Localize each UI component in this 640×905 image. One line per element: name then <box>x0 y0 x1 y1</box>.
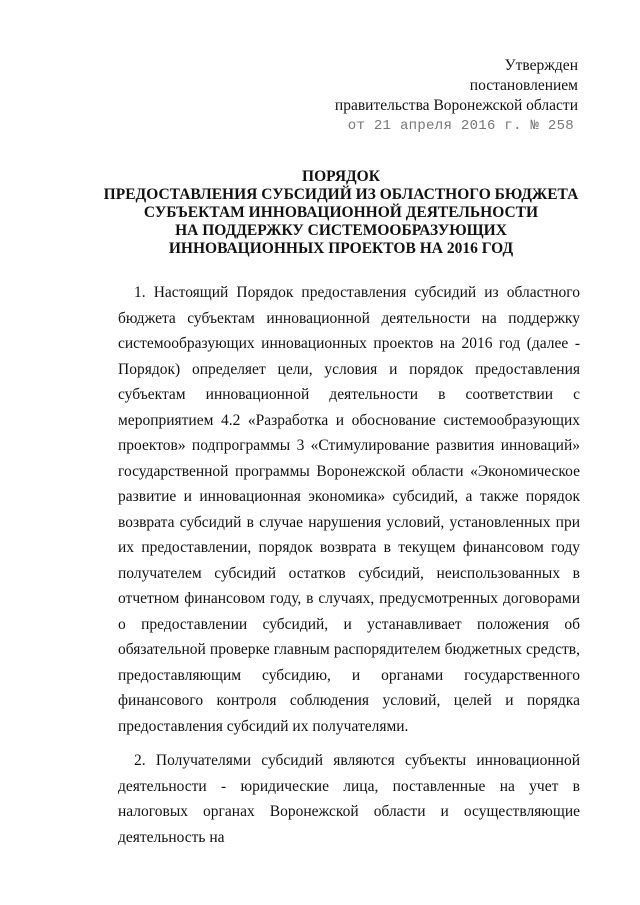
title-line: ИННОВАЦИОННЫХ ПРОЕКТОВ НА 2016 ГОД <box>168 240 514 257</box>
paragraph-2: 2. Получателями субсидий являются субъекты инновационной деятельности - юридические лица, поставленные на учет в налоговых органах Воронежской области и осуществляющие деятельность на <box>118 752 580 846</box>
approval-line-government: правительства Воронежской области <box>334 97 578 114</box>
approval-line-resolution: постановлением <box>469 77 578 94</box>
title-line: ПОРЯДОК <box>302 168 380 185</box>
title-line: ПРЕДОСТАВЛЕНИЯ СУБСИДИЙ ИЗ ОБЛАСТНОГО БЮДЖЕТА <box>103 186 579 203</box>
approval-block <box>335 56 578 136</box>
document-title <box>100 168 582 258</box>
document-body <box>118 280 580 859</box>
title-line: НА ПОДДЕРЖКУ СИСТЕМООБРАЗУЮЩИХ <box>175 222 507 239</box>
title-line: СУБЪЕКТАМ ИННОВАЦИОННОЙ ДЕЯТЕЛЬНОСТИ <box>143 204 539 221</box>
paragraph-1: 1. Настоящий Порядок предоставления субсидий из областного бюджета субъектам инновационной деятельности на поддержку системообразующих инновационных проектов на 2016 год (далее - Порядок) определяет цели, условия и порядок предоставления субъектам инновационной деятельности в соответствии с мероприятием 4.2 «Разработка и обоснование системообразующих проектов» подпрограммы 3 «Стимулирование развития инноваций» государственной программы Воронежской области «Экономическое развитие и инновационная экономика» субсидий, а также порядок возврата субсидий в случае нарушения условий, установленных при их предоставлении, порядок возврата в текущем финансовом году получателем субсидий остатков субсидий, неиспользованных в отчетном финансовом году, в случаях, предусмотренных договорами о предоставлении субсидий, и устанавливает положения об обязательной проверке главным распорядителем бюджетных средств, предоставляющим субсидию, и органами государственного финансового контроля соблюдения условий, целей и порядка предоставления субсидий их получателями. <box>118 284 580 735</box>
approval-date-number: от 21 апреля 2016 г. № 258 <box>347 118 574 134</box>
approval-line-approved: Утвержден <box>504 57 578 74</box>
